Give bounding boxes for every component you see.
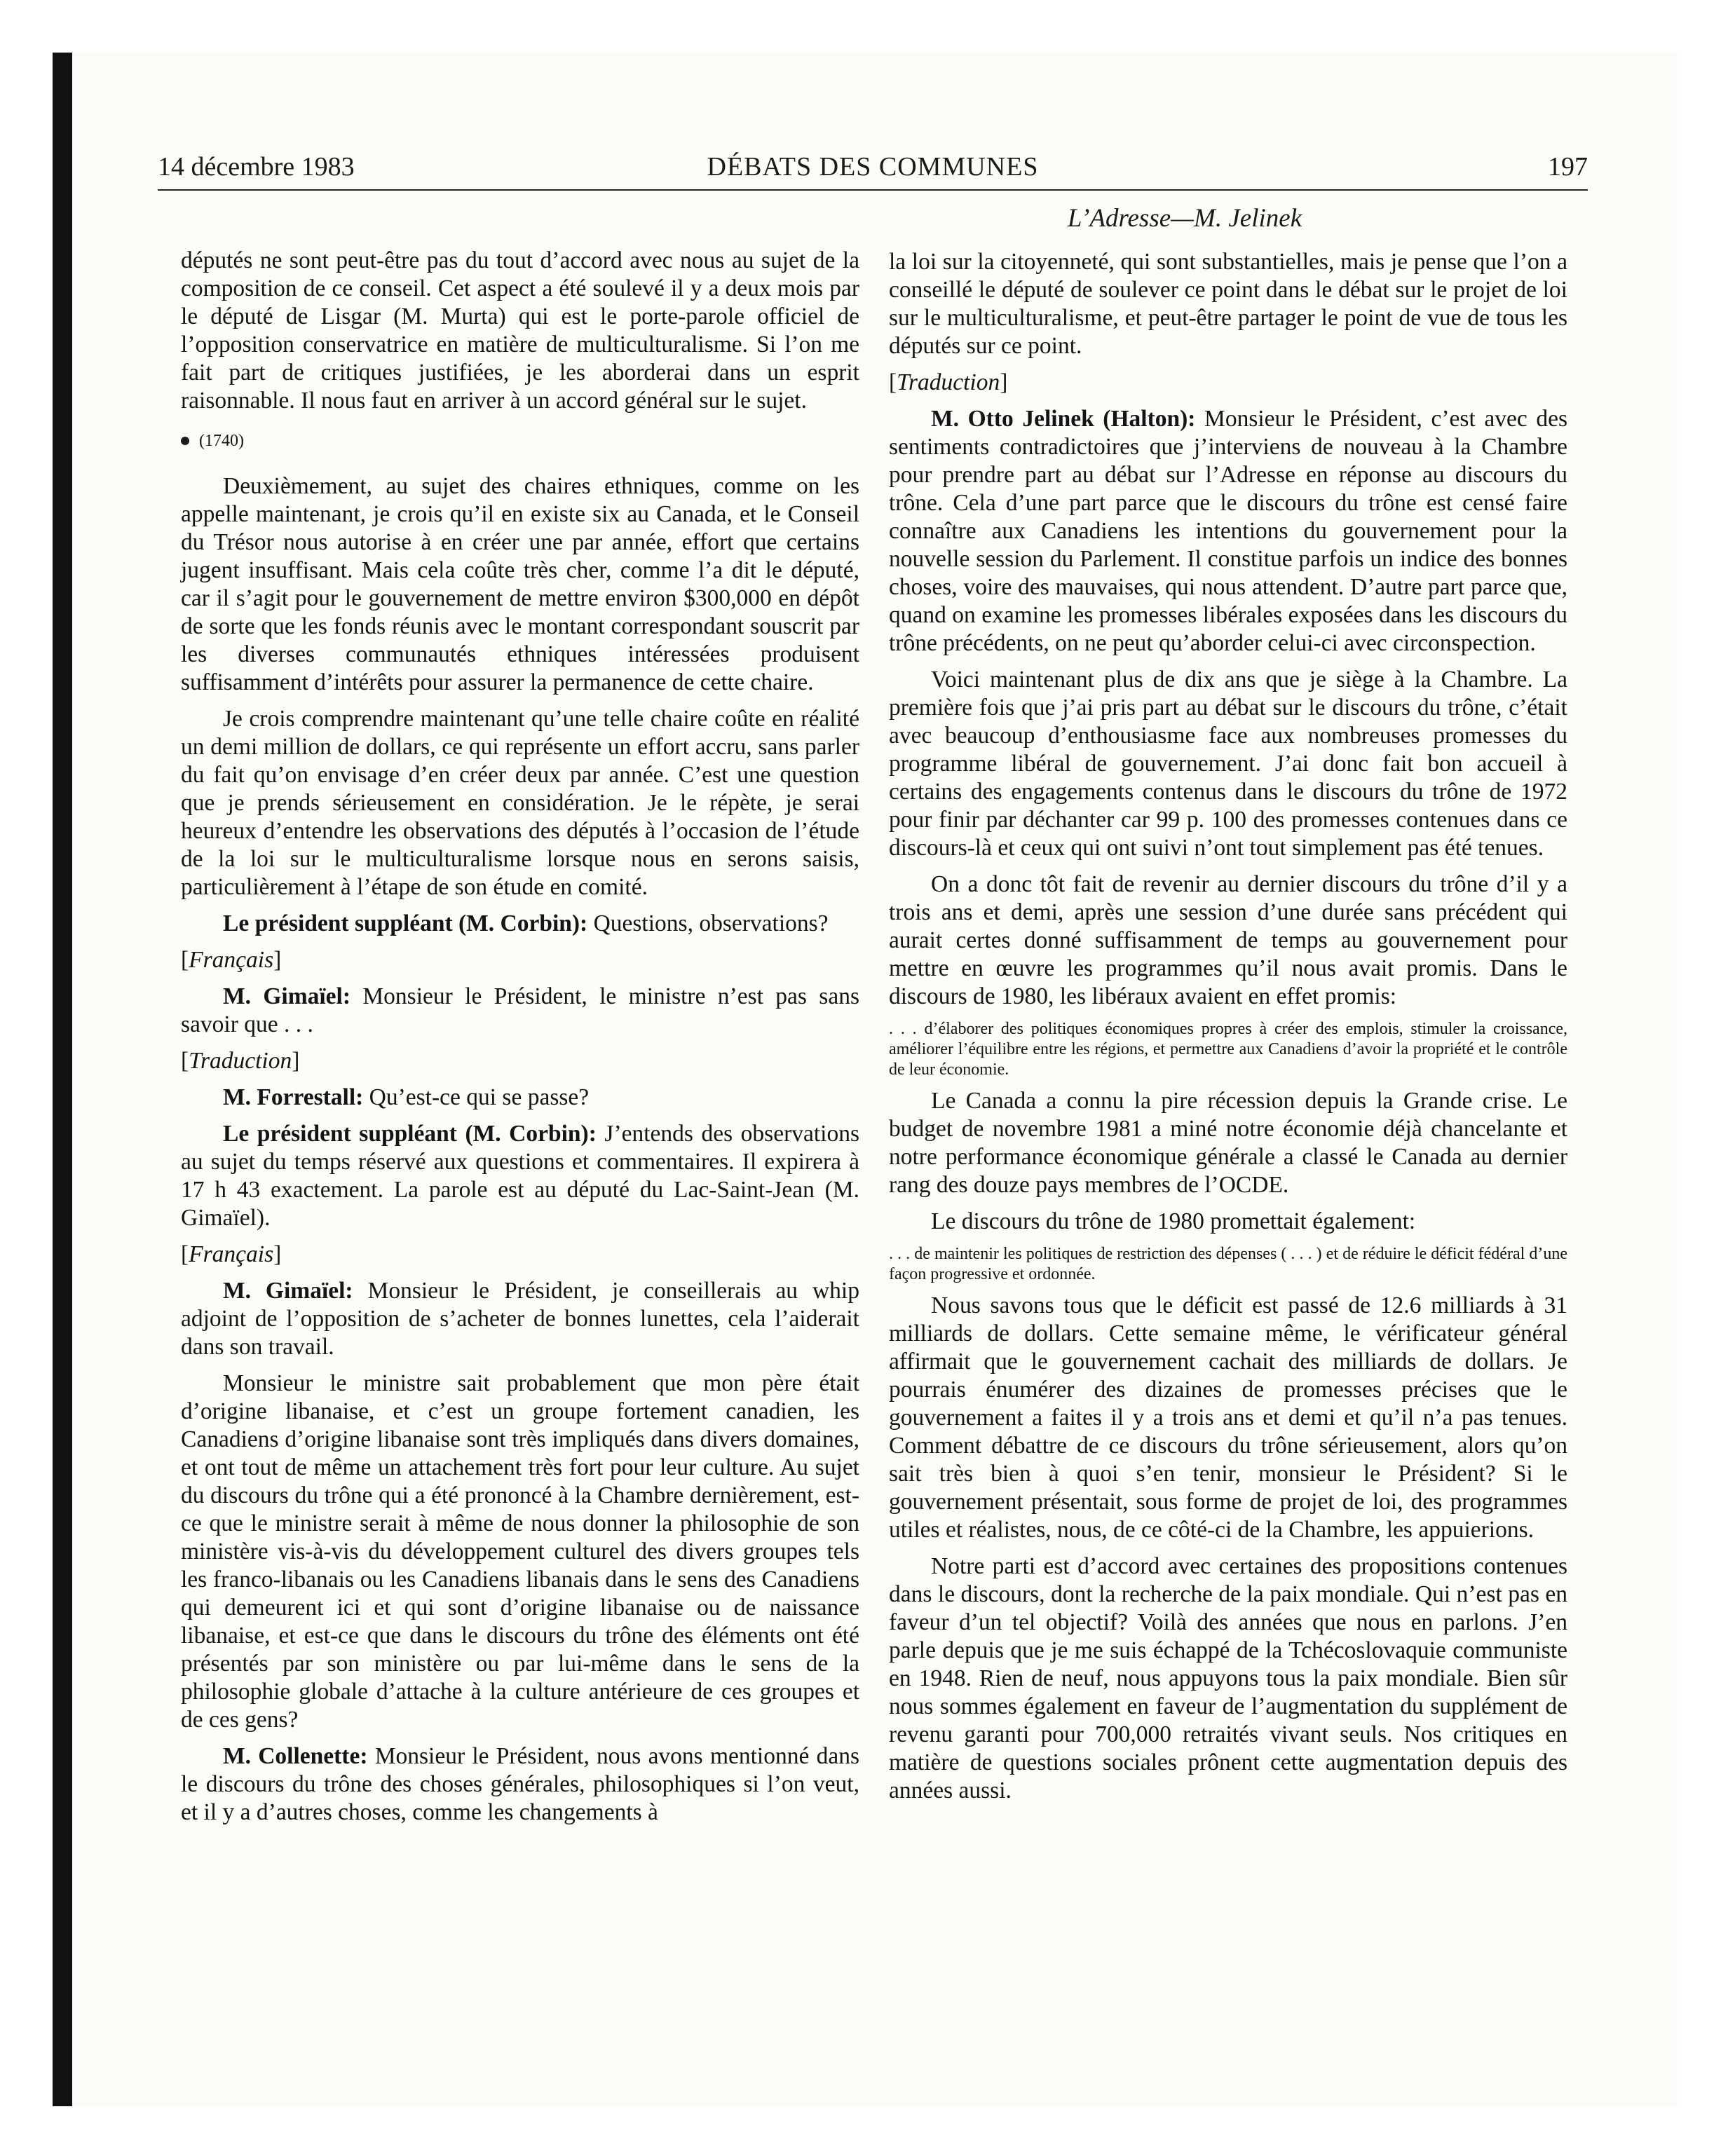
speaker-name: M. Collenette: [223, 1743, 368, 1769]
scan-margin [0, 0, 53, 2156]
speech-text: Qu’est-ce qui se passe? [363, 1084, 590, 1110]
language-tag-text: Français [189, 1241, 274, 1267]
speaker-name: M. Gimaïel: [223, 983, 351, 1009]
speech [181, 910, 859, 938]
header-page-number: 197 [1548, 152, 1588, 182]
timestamp: (1740) [199, 432, 244, 450]
speech-text: J’entends des observations au sujet du temps réservé aux questions et commentaires. Il expirera à 17 h 43 exactement. La parole est au député du Lac-Saint-Jean (M. Gimaïel). [181, 1121, 860, 1231]
speech-text: Questions, observations? [587, 910, 829, 936]
speech-text: Monsieur le Président, le ministre n’est pas sans savoir que . . . [181, 983, 860, 1037]
paragraph: la loi sur la citoyenneté, qui sont substantielles, mais je pense que l’on a conseillé le député de soulever ce point dans le débat sur le projet de loi sur le multiculturalisme, et peut-être partager le point de vue de tous les députés sur ce point. [889, 249, 1567, 359]
language-tag: [Français] [181, 947, 282, 973]
speech [889, 405, 1567, 657]
right-column [889, 248, 1567, 1813]
speech [181, 1277, 859, 1361]
language-tag-text: Traduction [189, 1048, 292, 1074]
paragraph: Notre parti est d’accord avec certaines des propositions contenues dans le discours, dont la recherche de la paix mondiale. Qui n’est pas en faveur d’un tel objectif? Voilà des années que nous en parlons. J’en parle depuis que je me suis échappé de la Tchécoslovaquie communiste en 1948. Rien de neuf, nous appuyons tous la paix mondiale. Bien sûr nous sommes également en faveur de l’augmentation du supplément de revenu garanti pour 700,000 retraités vivant seuls. Nos critiques en matière de questions sociales prônent cette augmentation depuis des années aussi. [889, 1553, 1567, 1803]
paragraph: députés ne sont peut-être pas du tout d’accord avec nous au sujet de la composition de ce conseil. Cet aspect a été soulevé il y a deux mois par le député de Lisgar (M. Murta) qui est le porte-parole officiel de l’opposition conservatrice en matière de multiculturalisme. Si l’on me fait part de critiques justifiées, je les aborderai dans un esprit raisonnable. Il nous faut en arriver à un accord général sur le sujet. [181, 247, 859, 414]
language-tag-text: Français [189, 947, 274, 973]
quotation: . . . de maintenir les politiques de restriction des dépenses ( . . . ) et de réduire le déficit fédéral d’une façon progressive et ordonnée. [889, 1245, 1567, 1283]
speaker-name: M. Gimaïel: [223, 1278, 353, 1304]
paragraph: Le Canada a connu la pire récession depuis la Grande crise. Le budget de novembre 1981 a miné notre économie déjà chancelante et notre performance économique générale a classé le Canada au dernier rang des douze pays membres de l’OCDE. [889, 1088, 1567, 1198]
paragraph: Le discours du trône de 1980 promettait également: [931, 1208, 1416, 1234]
paragraph: On a donc tôt fait de revenir au dernier discours du trône d’il y a trois ans et demi, après une session d’une durée sans précédent qui aurait certes donné suffisamment de temps au gouvernement pour mettre en œuvre les programmes qu’il nous avait promis. Dans le discours de 1980, les libéraux avaient en effet promis: [889, 871, 1567, 1009]
scan-edge-shadow [53, 53, 72, 2106]
speech-text: Monsieur le Président, c’est avec des sentiments contradictoires que j’interviens de nouveau à la Chambre pour prendre part au débat sur l’Adresse en réponse au discours du trône. Cela d’une part parce que le discours du trône est censé faire connaître aux Canadiens les intentions du gouvernement pour la nouvelle session du Parlement. Il constitue parfois un indice des bonnes choses, voire des mauvaises, qui nous attendent. D’autre part parce que, quand on examine les promesses libérales exposées dans les discours du trône précédents, on ne peut qu’aborder celui-ci avec circonspection. [889, 406, 1567, 656]
paragraph: Deuxièmement, au sujet des chaires ethniques, comme on les appelle maintenant, je crois qu’il en existe six au Canada, et le Conseil du Trésor nous autorise à en créer une par année, effort que certains jugent insuffisant. Mais cela coûte très cher, comme l’a dit le député, car il s’agit pour le gouvernement de mettre environ $300,000 en dépôt de sorte que les fonds réunis avec le montant correspondant souscrit par les diverses communautés ethniques intéressées produisent suffisamment d’intérêts pour assurer la permanence de cette chaire. [181, 473, 859, 695]
speech-text: Monsieur le Président, je conseillerais au whip adjoint de l’opposition de s’acheter de bonnes lunettes, cela l’aiderait dans son travail. [181, 1278, 859, 1360]
quotation: . . . d’élaborer des politiques économiques propres à créer des emplois, stimuler la croissance, améliorer l’équilibre entre les régions, et permettre aux Canadiens d’avoir la propriété et le contrôle de leur économie. [889, 1020, 1567, 1079]
bullet-icon [181, 437, 189, 445]
timestamp-marker [181, 430, 859, 451]
speech [181, 1120, 859, 1232]
left-column [181, 247, 859, 1835]
language-tag: [Traduction] [889, 369, 1008, 395]
paragraph: Monsieur le ministre sait probablement que mon père était d’origine libanaise, et c’est un groupe fortement canadien, les Canadiens d’origine libanaise sont très impliqués dans divers domaines, et ont tout de même un attachement très fort pour leur culture. Au sujet du discours du trône qui a été prononcé à la Chambre dernièrement, est-ce que le ministre serait à même de nous donner la philosophie de son ministère vis-à-vis du développement culturel des divers groupes tels les franco-libanais ou les Canadiens libanais dans le sens des Canadiens qui demeurent ici et qui sont d’origine libanaise ou de naissance libanaise, et est-ce que dans le discours du trône des éléments ont été présentés par son ministère ou par lui-même dans le sens de la philosophie globale d’attache à la culture antérieure de ces groupes et de ces gens? [181, 1370, 859, 1733]
language-tag: [Français] [181, 1241, 282, 1267]
speaker-name: M. Otto Jelinek (Halton): [931, 406, 1196, 432]
header-date: 14 décembre 1983 [158, 152, 355, 182]
paragraph: Nous savons tous que le déficit est passé de 12.6 milliards à 31 milliards de dollars. Cette semaine même, le vérificateur général affirmait que le gouvernement cachait des milliards de dollars. Je pourrais énumérer des dizaines de promesses précises que le gouvernement a faites il y a trois ans et demi et qu’il n’a pas tenues. Comment débattre de ce discours du trône sérieusement, alors qu’on sait très bien à quoi s’en tenir, monsieur le Président? Si le gouvernement présentait, sous forme de projet de loi, des programmes utiles et réalistes, nous, de ce côté-ci de la Chambre, les appuierions. [889, 1292, 1567, 1543]
speaker-name: Le président suppléant (M. Corbin): [223, 910, 588, 936]
running-head: L’Adresse—M. Jelinek [1067, 204, 1302, 233]
speech [181, 983, 859, 1039]
page-header [158, 149, 1588, 191]
speech [181, 1084, 859, 1112]
paragraph: Je crois comprendre maintenant qu’une telle chaire coûte en réalité un demi million de dollars, ce qui représente un effort accru, sans parler du fait qu’on envisage d’en créer deux par année. C’est une question que je prends sérieusement en considération. Je le répète, je serai heureux d’entendre les observations des députés à l’occasion de l’étude de la loi sur le multiculturalisme lorsque nous en serons saisis, particulièrement à l’étape de son étude en comité. [181, 706, 859, 900]
language-tag: [Traduction] [181, 1048, 300, 1074]
speaker-name: Le président suppléant (M. Corbin): [223, 1121, 597, 1147]
speaker-name: M. Forrestall: [223, 1084, 364, 1110]
paragraph: Voici maintenant plus de dix ans que je siège à la Chambre. La première fois que j’ai pris part au débat sur le discours du trône, c’était avec beaucoup d’enthousiasme face aux nombreuses promesses du programme libéral de gouvernement. J’ai donc fait bon accueil à certains des engagements contenus dans le discours du trône de 1972 pour finir par déchanter car 99 p. 100 des promesses contenues dans ce discours-là et ceux qui ont suivi n’ont tout simplement pas été tenues. [889, 667, 1567, 861]
speech [181, 1742, 859, 1827]
language-tag-text: Traduction [897, 369, 1000, 395]
speech-text: Monsieur le Président, nous avons mentionné dans le discours du trône des choses générales, philosophiques si l’on veut, et il y a d’autres choses, comme les changements à [181, 1743, 859, 1825]
header-title: DÉBATS DES COMMUNES [707, 152, 1039, 182]
